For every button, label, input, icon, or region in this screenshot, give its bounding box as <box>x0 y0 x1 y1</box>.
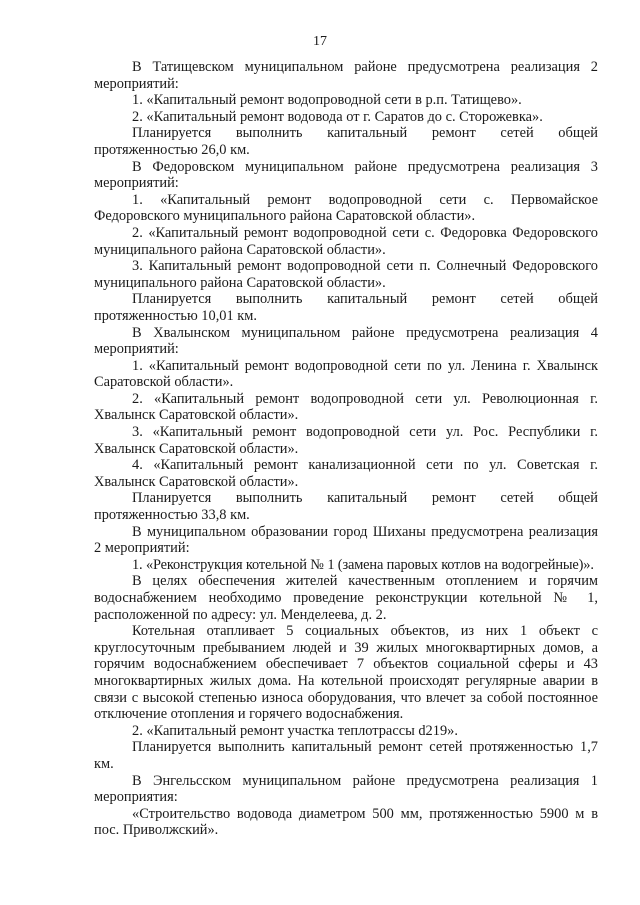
paragraph-length-summary: Планируется выполнить капитальный ремонт сетей общей протяженностью 10,01 км. <box>94 291 598 324</box>
paragraph-boiler-purpose: В целях обеспечения жителей качественным отоплением и горячим водоснабжением необходимо проведение реконструкции котельной № 1, расположенной по адресу: ул. Менделеева, д. 2. <box>94 573 598 623</box>
list-item: 1. «Капитальный ремонт водопроводной сети в р.п. Татищево». <box>132 92 522 109</box>
paragraph-engels-intro: В Энгельсском муниципальном районе предусмотрена реализация 1 мероприятия: <box>94 772 598 806</box>
list-item: 4. «Капитальный ремонт канализационной сети по ул. Советская г. Хвалынск Саратовской области». <box>94 457 598 490</box>
paragraph-tatishchevo-intro: В Татищевском муниципальном районе предусмотрена реализация 2 мероприятий: <box>94 59 598 92</box>
paragraph-shikhany-intro: В муниципальном образовании город Шиханы предусмотрена реализация 2 мероприятий: <box>94 523 598 557</box>
list-item: 3. Капитальный ремонт водопроводной сети п. Солнечный Федоровского муниципального района Саратовской области». <box>94 258 598 291</box>
list-item: «Строительство водовода диаметром 500 мм, протяженностью 5900 м в пос. Приволжский». <box>94 805 598 839</box>
page-number: 17 <box>313 34 327 49</box>
document-body <box>94 59 598 839</box>
paragraph-khvalynsk-intro: В Хвалынском муниципальном районе предусмотрена реализация 4 мероприятий: <box>94 324 598 358</box>
list-item: 1. «Капитальный ремонт водопроводной сети с. Первомайское Федоровского муниципального района Саратовской области». <box>94 191 598 225</box>
paragraph-fedorovka-intro: В Федоровском муниципальном районе предусмотрена реализация 3 мероприятий: <box>94 158 598 192</box>
paragraph-length-summary: Планируется выполнить капитальный ремонт сетей общей протяженностью 26,0 км. <box>94 125 598 158</box>
list-item: 2. «Капитальный ремонт участка теплотрассы d219». <box>132 722 458 739</box>
list-item: 2. «Капитальный ремонт водопроводной сети с. Федоровка Федоровского муниципального района Саратовской области». <box>94 224 598 258</box>
paragraph-length-summary: Планируется выполнить капитальный ремонт сетей протяженностью 1,7 км. <box>94 739 598 772</box>
list-item: 3. «Капитальный ремонт водопроводной сети ул. Рос. Республики г. Хвалынск Саратовской области». <box>94 424 598 457</box>
list-item: 2. «Капитальный ремонт водопроводной сети ул. Революционная г. Хвалынск Саратовской области». <box>94 390 598 424</box>
list-item: 1. «Капитальный ремонт водопроводной сети по ул. Ленина г. Хвалынск Саратовской области». <box>94 357 598 391</box>
paragraph-length-summary: Планируется выполнить капитальный ремонт сетей общей протяженностью 33,8 км. <box>94 490 598 524</box>
list-item: 1. «Реконструкция котельной № 1 (замена паровых котлов на водогрейные)». <box>132 556 594 573</box>
list-item: 2. «Капитальный ремонт водовода от г. Саратов до с. Сторожевка». <box>132 108 543 125</box>
paragraph-boiler-description: Котельная отапливает 5 социальных объектов, из них 1 объект с круглосуточным пребыванием людей и 39 жилых многоквартирных домов, а горячим водоснабжением обеспечивает 7 объектов социальной сферы и 43 многоквартирных жилых дома. На котельной происходят регулярные аварии в связи с высокой степенью износа оборудования, что влечет за собой постоянное отключение отопления и горячего водоснабжения. <box>94 623 598 723</box>
